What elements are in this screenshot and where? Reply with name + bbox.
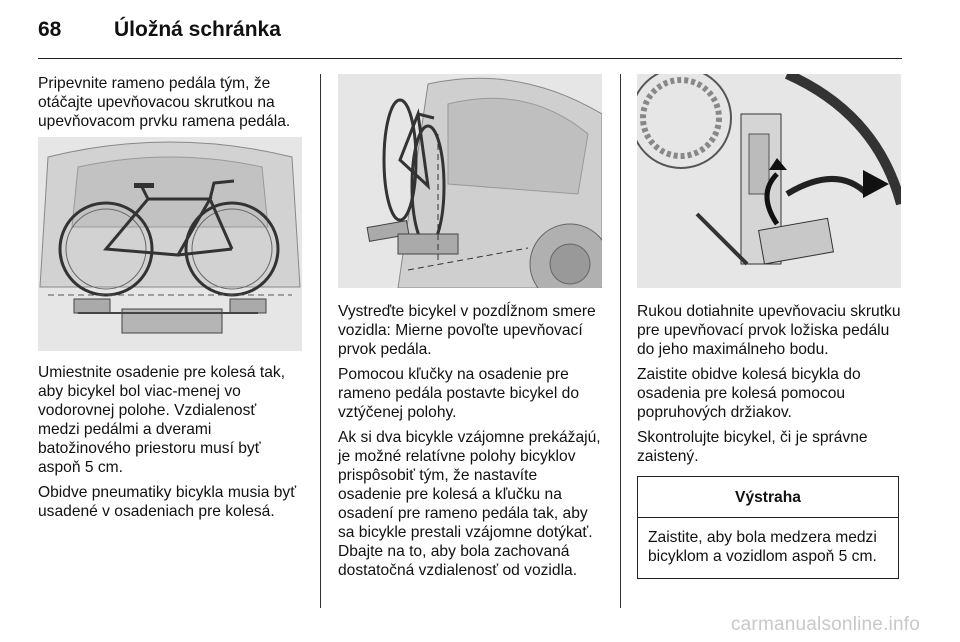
header-rule bbox=[38, 58, 902, 59]
page-number: 68 bbox=[38, 18, 62, 41]
col2-paragraph-2: Pomocou kľučky na osadenie pre rameno pedála postavte bicykel do vztýčenej polohy. bbox=[338, 366, 579, 421]
col1-paragraph-3: Obidve pneumatiky bicykla musia byť usadené v osadeniach pre kolesá. bbox=[38, 484, 297, 520]
col3-paragraph-2: Zaistite obidve kolesá bicykla do osadenia pre kolesá pomocou popruhových držiakov. bbox=[637, 366, 861, 421]
col1-paragraph-1: Pripevnite rameno pedála tým, že otáčajte upevňovacou skrutkou na upevňovacom prvku ramena pedála. bbox=[38, 75, 291, 130]
col2-paragraph-3: Ak si dva bicykle vzájomne prekážajú, je možné relatívne polohy bicyklov prispôsobiť tým, že nastavíte osadenie pre kolesá a kľučku na osadení pre rameno pedála tak, aby sa bicykle prestali vzájomne dotýkať. Dbajte na to, aby bola zachovaná dostatočná vzdialenosť od vozidla. bbox=[338, 429, 601, 579]
column-3 bbox=[637, 74, 901, 579]
column-2 bbox=[338, 74, 602, 586]
figure-bike-rear-view bbox=[38, 137, 302, 351]
warning-title: Výstraha bbox=[638, 477, 898, 518]
page-header bbox=[38, 18, 281, 42]
watermark: carmanualsonline.info bbox=[730, 614, 920, 635]
col3-paragraph-3: Skontrolujte bicykel, či je správne zaistený. bbox=[637, 429, 868, 465]
warning-box bbox=[637, 476, 899, 579]
col2-paragraph-1: Vystreďte bicykel v pozdĺžnom smere vozidla: Mierne povoľte upevňovací prvok pedála. bbox=[338, 303, 596, 358]
column-1 bbox=[38, 74, 302, 527]
figure-bike-side-view bbox=[338, 74, 602, 288]
warning-text: Zaistite, aby bola medzera medzi bicyklom a vozidlom aspoň 5 cm. bbox=[648, 529, 877, 565]
column-divider-1 bbox=[320, 74, 321, 608]
col3-paragraph-1: Rukou dotiahnite upevňovaciu skrutku pre upevňovací prvok ložiska pedálu do jeho maximálneho bodu. bbox=[637, 303, 901, 358]
col1-paragraph-2: Umiestnite osadenie pre kolesá tak, aby bicykel bol viac-menej vo vodorovnej polohe. Vzdialenosť medzi pedálmi a dverami batožinového priestoru musí byť aspoň 5 cm. bbox=[38, 364, 286, 476]
page-title: Úložná schránka bbox=[114, 18, 281, 41]
figure-pedal-mount-closeup bbox=[637, 74, 901, 288]
column-divider-2 bbox=[620, 74, 621, 608]
